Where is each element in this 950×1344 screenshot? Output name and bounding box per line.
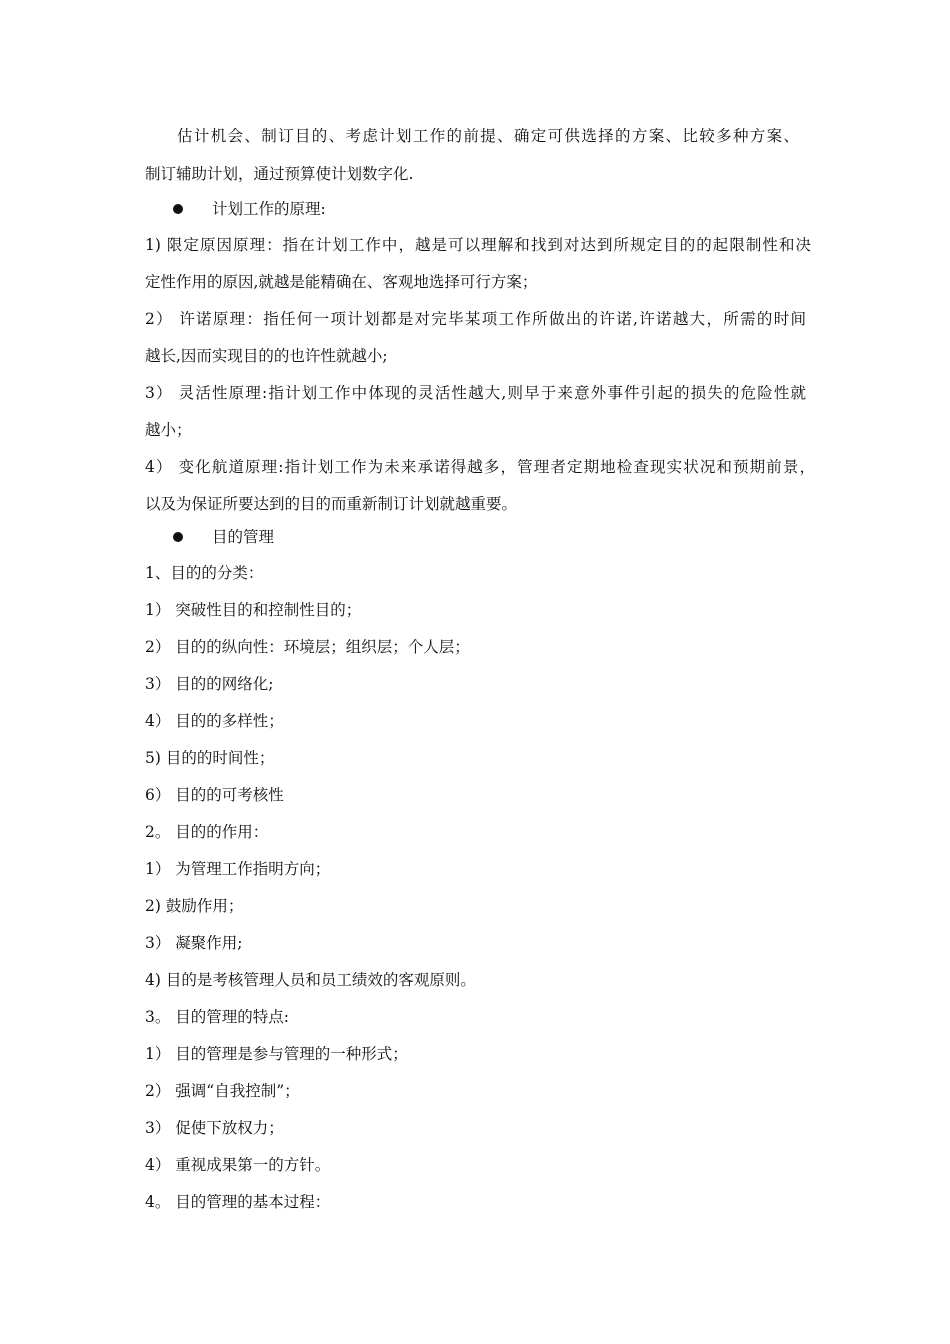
section-heading: 1、目的的分类： <box>145 564 264 582</box>
list-item: 4） 目的的多样性； <box>145 712 284 730</box>
paragraph-line: 2） 许诺原理：指任何一项计划都是对完毕某项工作所做出的许诺,许诺越大，所需的时间 <box>145 310 806 328</box>
bullet-icon <box>173 532 183 542</box>
list-item: 2） 目的的纵向性：环境层；组织层；个人层； <box>145 638 470 656</box>
list-item: 3） 目的的网络化; <box>145 675 274 693</box>
list-item: 4) 目的是考核管理人员和员工绩效的客观原则。 <box>145 971 476 989</box>
bullet-heading: 计划工作的原理: <box>212 200 326 218</box>
paragraph-line: 越长,因而实现目的的也许性就越小; <box>145 347 388 365</box>
section-heading: 2。 目的的作用： <box>145 823 269 841</box>
paragraph-line: 以及为保证所要达到的目的而重新制订计划就越重要。 <box>145 495 518 513</box>
section-heading: 4。 目的管理的基本过程： <box>145 1193 331 1211</box>
list-item: 1） 目的管理是参与管理的一种形式； <box>145 1045 408 1063</box>
paragraph-line: 3） 灵活性原理:指计划工作中体现的灵活性越大,则早于来意外事件引起的损失的危险性就 <box>145 384 806 402</box>
list-item: 4） 重视成果第一的方针。 <box>145 1156 331 1174</box>
paragraph-line: 4） 变化航道原理:指计划工作为未来承诺得越多，管理者定期地检查现实状况和预期前景， <box>145 458 815 476</box>
paragraph-line: 定性作用的原因,就越是能精确在、客观地选择可行方案； <box>145 273 538 291</box>
list-item: 3） 促使下放权力； <box>145 1119 284 1137</box>
list-item: 6） 目的的可考核性 <box>145 786 284 804</box>
list-item: 3） 凝聚作用; <box>145 934 243 952</box>
section-heading: 3。 目的管理的特点: <box>145 1008 290 1026</box>
bullet-icon <box>173 204 183 214</box>
list-item: 2） 强调“自我控制”； <box>145 1082 300 1100</box>
list-item: 2) 鼓励作用； <box>145 897 244 915</box>
list-item: 1） 突破性目的和控制性目的； <box>145 601 362 619</box>
bullet-heading: 目的管理 <box>212 528 275 546</box>
paragraph-line: 制订辅助计划，通过预算使计划数字化. <box>145 165 414 183</box>
paragraph-line: 1) 限定原因原理：指在计划工作中，越是可以理解和找到对达到所规定目的的起限制性和决 <box>145 236 811 254</box>
paragraph-line: 越小； <box>145 421 192 439</box>
list-item: 1） 为管理工作指明方向； <box>145 860 331 878</box>
list-item: 5) 目的的时间性； <box>145 749 275 767</box>
paragraph-line: 估计机会、制订目的、考虑计划工作的前提、确定可供选择的方案、比较多种方案、 <box>177 127 799 145</box>
